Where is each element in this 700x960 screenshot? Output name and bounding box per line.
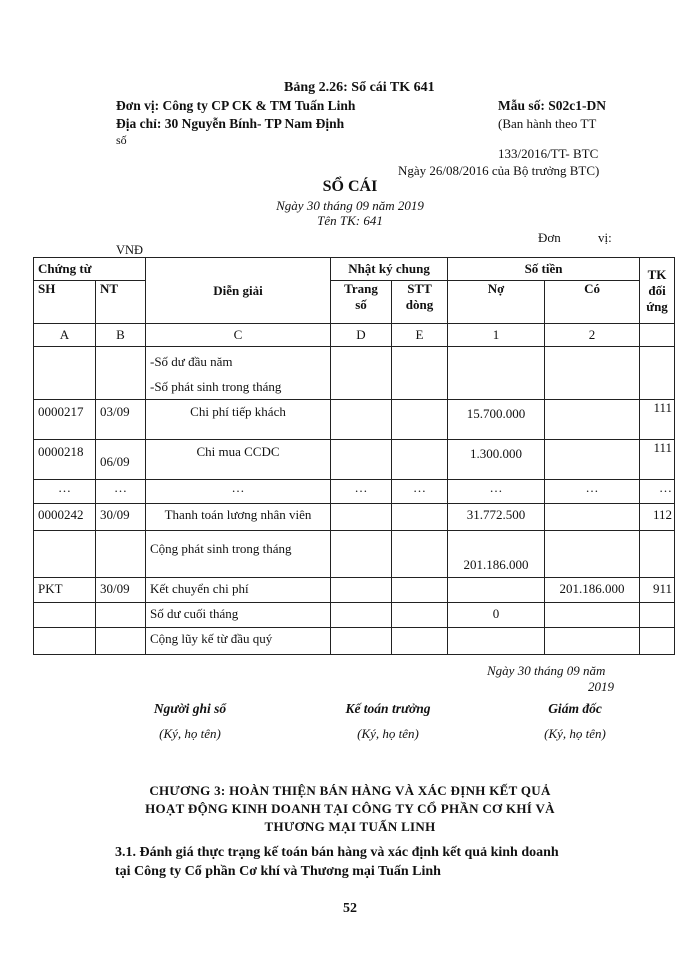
page-number-header: Trang số [331, 281, 392, 324]
closing-row: Số dư cuối tháng 0 [34, 603, 675, 628]
footer-date-line-2: 2019 [588, 679, 614, 694]
address-tail: số [116, 133, 127, 147]
journal-header: Nhật ký chung [331, 258, 448, 281]
line-number-header: STT dòng [392, 281, 448, 324]
ellipsis-row: … … … … … … … … [34, 480, 675, 504]
amount-header: Số tiền [448, 258, 640, 281]
total-row: Cộng phát sinh trong tháng 201.186.000 [34, 531, 675, 578]
footer-date-line-1: Ngày 30 tháng 09 năm [487, 663, 606, 678]
cumulative-row: Cộng lũy kế từ đầu quý [34, 628, 675, 655]
ledger-title: SỔ CÁI [322, 178, 378, 195]
credit-header: Có [545, 281, 640, 324]
table-row: 0000217 03/09 Chi phí tiếp khách 15.700.000 111 [34, 400, 675, 440]
nt-header: NT [96, 281, 146, 324]
issued-line-2: 133/2016/TT- BTC [498, 146, 599, 161]
table-row: 0000242 30/09 Thanh toán lương nhân viên 31.772.500 112 [34, 504, 675, 531]
ledger-table [33, 257, 675, 655]
voucher-header: Chứng từ [34, 258, 146, 281]
table-row: 0000218 06/09 Chi mua CCDC 1.300.000 111 [34, 440, 675, 480]
currency: VNĐ [116, 243, 144, 257]
table-caption: Bảng 2.26: Sổ cái TK 641 [284, 80, 435, 95]
page-number: 52 [343, 901, 357, 916]
ledger-date: Ngày 30 tháng 09 năm 2019 [276, 198, 424, 213]
unit-label: Đơn vị: Công ty CP CK & TM Tuấn Linh [116, 98, 356, 113]
counter-account-header: TK đối ứng [640, 258, 675, 324]
opening-row: -Số dư đầu năm -Số phát sinh trong tháng [34, 347, 675, 400]
chapter-heading: CHƯƠNG 3: HOÀN THIỆN BÁN HÀNG VÀ XÁC ĐỊNH KẾT QUẢ HOẠT ĐỘNG KINH DOANH TẠI CÔNG TY CỔ PHẦN CƠ KHÍ VÀ THƯƠNG MẠI TUẤN LINH [145, 783, 555, 834]
unit-suffix: vị: [598, 230, 612, 245]
address-label: Địa chỉ: 30 Nguyễn Bính- TP Nam Định [116, 116, 345, 131]
issued-line-1: (Ban hành theo TT [498, 116, 597, 131]
column-code-row: A B C D E 1 2 [34, 324, 675, 347]
account-name: Tên TK: 641 [317, 213, 383, 228]
description-header: Diễn giải [146, 258, 331, 324]
unit-prefix: Đơn [538, 230, 561, 245]
signer-recorder: Người ghi sổ (Ký, họ tên) [153, 701, 227, 741]
section-heading: 3.1. Đánh giá thực trạng kế toán bán hàng và xác định kết quả kinh doanh tại Công ty Cổ phần Cơ khí và Thương mại Tuấn Linh [115, 845, 559, 879]
signer-director: Giám đốc (Ký, họ tên) [544, 701, 606, 741]
form-number: Mẫu số: S02c1-DN [498, 98, 606, 113]
sh-header: SH [34, 281, 96, 324]
issued-line-3: Ngày 26/08/2016 của Bộ trưởng BTC) [398, 163, 600, 178]
signer-chief-accountant: Kế toán trưởng (Ký, họ tên) [345, 701, 431, 741]
transfer-row: PKT 30/09 Kết chuyển chi phí 201.186.000 911 [34, 578, 675, 603]
debit-header: Nợ [448, 281, 545, 324]
